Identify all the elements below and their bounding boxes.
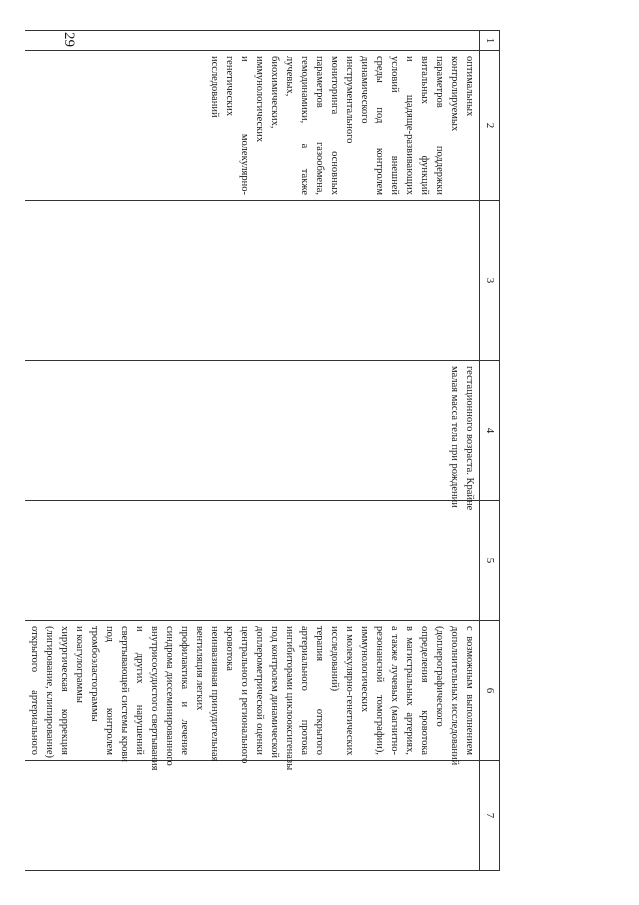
text-line: артериального протока: [299, 626, 310, 755]
text-line: динамического: [359, 56, 370, 124]
text-line: под контролем динамической: [269, 626, 280, 759]
text-line: контролируемых: [449, 56, 460, 132]
text-line: доплерометрической оценки: [254, 626, 265, 755]
text-line: и коагулограммы: [74, 626, 85, 703]
text-line: малая масса тела при рождении: [449, 366, 460, 508]
text-line: открытого артериального: [29, 626, 40, 755]
text-line: дополнительных исследований: [449, 626, 460, 766]
text-line: генетических: [224, 56, 235, 117]
text-line: среды под контролем: [374, 56, 385, 195]
cell-col-7: [25, 761, 480, 871]
cell-col-1: [25, 31, 480, 51]
table-row: [25, 31, 480, 871]
text-line: и щадяще-развивающих: [404, 56, 415, 195]
column-header-7: 7: [480, 761, 500, 871]
text-line: профилактика и лечение: [179, 626, 190, 755]
text-line: с возможным выполнением: [464, 626, 475, 755]
cell-col-5: [25, 501, 480, 621]
text-line: инструментального: [344, 56, 355, 144]
text-line: под контролем: [104, 626, 115, 755]
text-line: и молекулярно-генетических: [344, 626, 355, 756]
text-line: мониторинга основных: [329, 56, 340, 195]
cell-col-4: [25, 361, 480, 511]
text-line: ингибиторами циклооксигеназы: [284, 626, 295, 771]
text-line: терапия открытого: [314, 626, 325, 755]
page-number: 29: [61, 32, 77, 47]
text-line: а также лучевых (магнитно-: [389, 626, 400, 755]
column-number-row: [480, 31, 500, 871]
text-line: исследований: [209, 56, 220, 118]
cell-col-6: [25, 621, 480, 771]
text-line: определения кровотока: [419, 626, 430, 755]
text-line: синдрома диссеминированного: [164, 626, 175, 766]
column-header-2: 2: [480, 51, 500, 201]
text-line: тромбоэластограммы: [89, 626, 100, 722]
text-line: гестационного возраста. Крайне: [464, 366, 475, 511]
text-line: исследований): [329, 626, 340, 692]
text-line: внутрисосудистого свертывания: [149, 626, 160, 771]
cell-col-2: [25, 51, 480, 201]
text-line: параметров газообмена,: [314, 56, 325, 195]
text-line: неинвазивная принудительная: [209, 626, 220, 762]
text-line: иммунологических: [254, 56, 265, 143]
text-line: оптимальных: [464, 56, 475, 117]
text-line: свертывающей системы крови: [119, 626, 130, 762]
medical-care-table: [25, 30, 500, 871]
column-header-3: 3: [480, 201, 500, 361]
column-header-4: 4: [480, 361, 500, 501]
text-line: резонансной томографии),: [374, 626, 385, 755]
text-line: параметров поддержки: [434, 56, 445, 195]
column-header-6: 6: [480, 621, 500, 761]
text-line: и других нарушений: [134, 626, 145, 755]
text-line: хирургическая коррекция: [59, 626, 70, 755]
text-line: иммунологических: [359, 626, 370, 713]
cell-col-3: [25, 201, 480, 361]
column-header-5: 5: [480, 501, 500, 621]
text-line: (доплерографического: [434, 626, 445, 727]
text-line: (лигирование, клипирование): [44, 626, 55, 758]
text-line: витальных функций: [419, 56, 430, 195]
text-line: лучевых,: [284, 56, 295, 97]
text-line: и молекулярно-: [239, 56, 250, 195]
text-line: гемодинамики, а также: [299, 56, 310, 195]
text-line: в магистральных артериях,: [404, 626, 415, 755]
column-header-1: 1: [480, 31, 500, 51]
text-line: вентиляция легких: [194, 626, 205, 711]
text-line: биохимических,: [269, 56, 280, 129]
text-line: кровотока: [224, 626, 235, 671]
text-line: условий внешней: [389, 56, 400, 195]
text-line: центрального и регионального: [239, 626, 250, 764]
